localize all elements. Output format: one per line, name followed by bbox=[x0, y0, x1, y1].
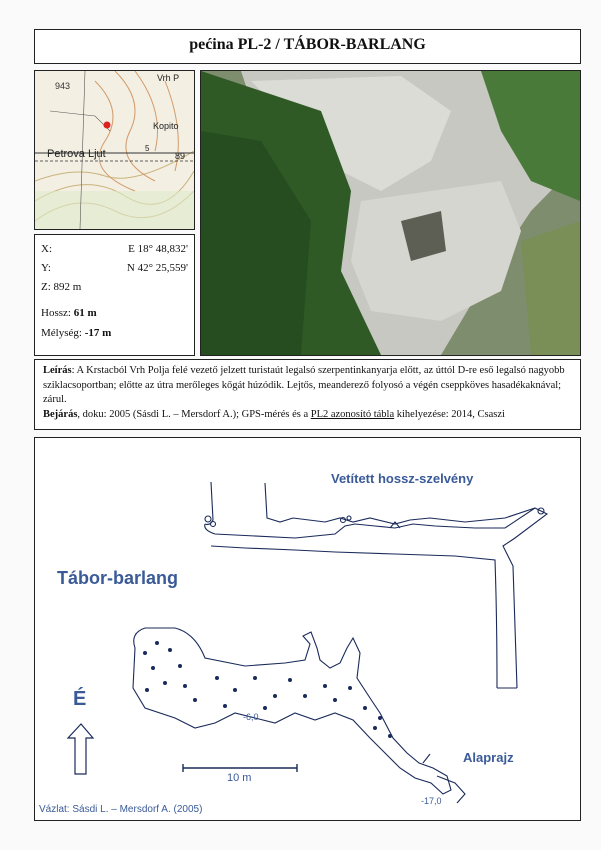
longitudinal-section bbox=[205, 482, 547, 688]
photo-graphic bbox=[201, 71, 580, 355]
x-label: X: bbox=[41, 243, 52, 255]
plan-view bbox=[133, 628, 465, 803]
map-5-label: 5 bbox=[145, 144, 150, 153]
cave-entrance-photo bbox=[200, 70, 581, 356]
map-kopito-label: Kopito bbox=[153, 121, 179, 131]
depth-marker-6: -6,0 bbox=[243, 712, 259, 722]
bejaras-text-1: , doku: 2005 (Sásdi L. – Mersdorf A.); GPS-mérés és a bbox=[77, 408, 311, 420]
profile-title: Vetített hossz-szelvény bbox=[331, 471, 474, 486]
page-title: pećina PL-2 / TÁBOR-BARLANG bbox=[189, 36, 426, 53]
leiras-text: : A Krstacból Vrh Polja felé vezető jelzett turistaút legalsó szerpentinkanyarja előtt, az úttól D-re eső legalsó nagyobb sziklacsoportban; előtte az útra merőleges kőgát húzódik. Lejtős, meanderező folyosó a végén cseppköves hasadékaknával; zárul. bbox=[43, 365, 565, 405]
topo-map-graphic bbox=[35, 71, 194, 229]
y-value: N 42° 25,559' bbox=[126, 262, 188, 274]
length-label: Hossz: bbox=[41, 307, 71, 319]
coordinates-panel bbox=[34, 234, 195, 356]
bejaras-label: Bejárás bbox=[43, 408, 78, 420]
depth-marker-17: -17,0 bbox=[421, 796, 442, 806]
z-text: Z: 892 m bbox=[41, 281, 82, 293]
depth-value: -17 m bbox=[84, 327, 112, 339]
north-label: É bbox=[73, 688, 87, 710]
bejaras-paragraph bbox=[43, 408, 574, 423]
scale-bar bbox=[183, 764, 297, 772]
leiras-label: Leírás bbox=[43, 365, 72, 376]
map-89-label: 89 bbox=[175, 151, 186, 161]
map-petrova-label: Petrova Ljut bbox=[47, 148, 106, 160]
cave-survey bbox=[34, 437, 581, 821]
x-value: E 18° 48,832' bbox=[128, 243, 188, 255]
description-panel bbox=[34, 359, 581, 430]
map-elev-label: 943 bbox=[55, 81, 71, 91]
north-arrow bbox=[68, 724, 93, 774]
scale-label: 10 m bbox=[227, 772, 252, 784]
survey-credit: Vázlat: Sásdi L. – Mersdorf A. (2005) bbox=[39, 804, 203, 815]
title-box bbox=[34, 29, 581, 64]
leiras-paragraph bbox=[43, 364, 574, 408]
y-label: Y: bbox=[41, 262, 51, 274]
cave-name: Tábor-barlang bbox=[57, 568, 179, 588]
depth-label: Mélység: bbox=[41, 327, 82, 339]
plan-stipple bbox=[143, 641, 392, 738]
length-value: 61 m bbox=[73, 307, 97, 319]
bejaras-text-2: kihelyezése: 2014, Csaszi bbox=[394, 408, 505, 420]
topo-map bbox=[34, 70, 195, 230]
map-vrh-label: Vrh P bbox=[157, 73, 180, 83]
plan-title: Alaprajz bbox=[463, 750, 514, 765]
id-plate-link: PL2 azonosító tábla bbox=[310, 408, 395, 420]
